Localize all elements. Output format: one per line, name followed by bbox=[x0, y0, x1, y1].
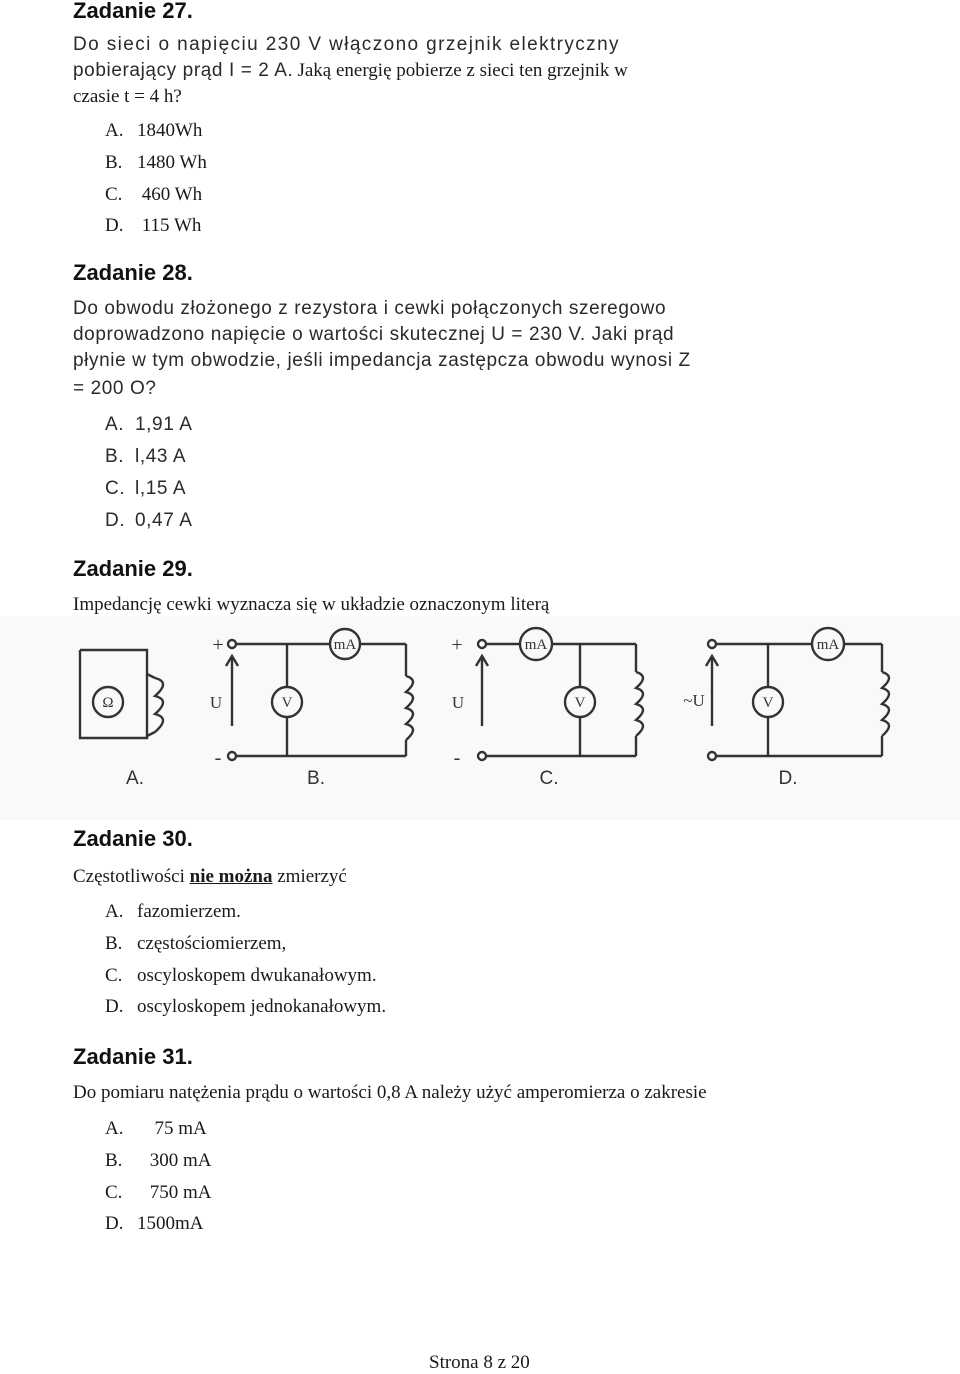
circuit-a-ohm-label: Ω bbox=[102, 695, 114, 711]
q30-option-d: D. oscyloskopem jednokanałowym. bbox=[105, 996, 387, 1017]
q27-option-d: D. 115 Wh bbox=[105, 215, 202, 236]
circuit-label-b: B. bbox=[307, 768, 325, 789]
circuit-label-c: C. bbox=[539, 768, 559, 789]
q31-title: Zadanie 31. bbox=[73, 1044, 193, 1069]
q27-line2a: pobierający prąd I = 2 A. bbox=[73, 60, 294, 81]
q27-line3: czasie t = 4 h? bbox=[73, 86, 182, 107]
circuit-b-u: U bbox=[209, 693, 223, 712]
q30-option-a: A. fazomierzem. bbox=[105, 901, 241, 922]
circuit-diagram bbox=[0, 616, 960, 820]
circuit-b-ma: mA bbox=[333, 637, 357, 653]
circuit-d-ma: mA bbox=[816, 637, 840, 653]
q28-option-d: D. 0,47 A bbox=[105, 510, 193, 531]
circuit-b-minus: - bbox=[214, 747, 222, 769]
q29-title: Zadanie 29. bbox=[73, 556, 193, 581]
circuit-d-v: V bbox=[762, 695, 774, 711]
circuit-c-u: U bbox=[451, 693, 465, 712]
q28-option-c: C. l,15 A bbox=[105, 478, 187, 499]
q28-line1: Do obwodu złożonego z rezystora i cewki połączonych szeregowo bbox=[73, 298, 667, 319]
q27-title: Zadanie 27. bbox=[73, 0, 193, 23]
q31-option-a: A. 75 mA bbox=[105, 1118, 207, 1139]
q31-option-d: D. 1500mA bbox=[105, 1213, 204, 1234]
q31-option-b: B. 300 mA bbox=[105, 1150, 212, 1171]
page-footer: Strona 8 z 20 bbox=[429, 1352, 530, 1373]
circuit-b-v: V bbox=[281, 695, 293, 711]
q27-line2b: Jaką energię pobierze z sieci ten grzejnik w bbox=[297, 60, 628, 81]
q28-title: Zadanie 28. bbox=[73, 260, 193, 285]
q30-line1: Częstotliwości nie można zmierzyć bbox=[73, 866, 347, 887]
circuit-c-v: V bbox=[574, 695, 586, 711]
q28-option-b: B. l,43 A bbox=[105, 446, 187, 467]
q30-option-b: B. częstościomierzem, bbox=[105, 933, 287, 954]
circuit-c-plus: + bbox=[451, 634, 463, 656]
q28-option-a: A. 1,91 A bbox=[105, 414, 193, 435]
circuit-d-u: ~U bbox=[683, 691, 705, 710]
q30-title: Zadanie 30. bbox=[73, 826, 193, 851]
q30-emphasis: nie można bbox=[189, 866, 273, 887]
circuit-label-a: A. bbox=[126, 768, 144, 789]
circuit-c-minus: - bbox=[453, 747, 461, 769]
circuit-b-plus: + bbox=[212, 634, 224, 656]
q27-line1: Do sieci o napięciu 230 V włączono grzejnik elektryczny bbox=[73, 34, 620, 55]
q28-line2: doprowadzono napięcie o wartości skutecznej U = 230 V. Jaki prąd bbox=[73, 324, 675, 345]
q29-line1: Impedancję cewki wyznacza się w układzie oznaczonym literą bbox=[73, 594, 550, 615]
q27-option-b: B. 1480 Wh bbox=[105, 152, 207, 173]
q27-line2 bbox=[73, 60, 628, 82]
circuit-label-d: D. bbox=[778, 768, 798, 789]
q27-option-a: A. 1840Wh bbox=[105, 120, 203, 141]
q28-line3: płynie w tym obwodzie, jeśli impedancja zastępcza obwodu wynosi Z bbox=[73, 350, 691, 371]
circuit-c-ma: mA bbox=[524, 637, 548, 653]
q27-option-c: C. 460 Wh bbox=[105, 184, 203, 205]
q31-option-c: C. 750 mA bbox=[105, 1182, 212, 1203]
q30-option-c: C. oscyloskopem dwukanałowym. bbox=[105, 965, 377, 986]
q31-line1: Do pomiaru natężenia prądu o wartości 0,8 A należy użyć amperomierza o zakresie bbox=[73, 1082, 707, 1103]
q28-line4: = 200 O? bbox=[73, 378, 157, 399]
